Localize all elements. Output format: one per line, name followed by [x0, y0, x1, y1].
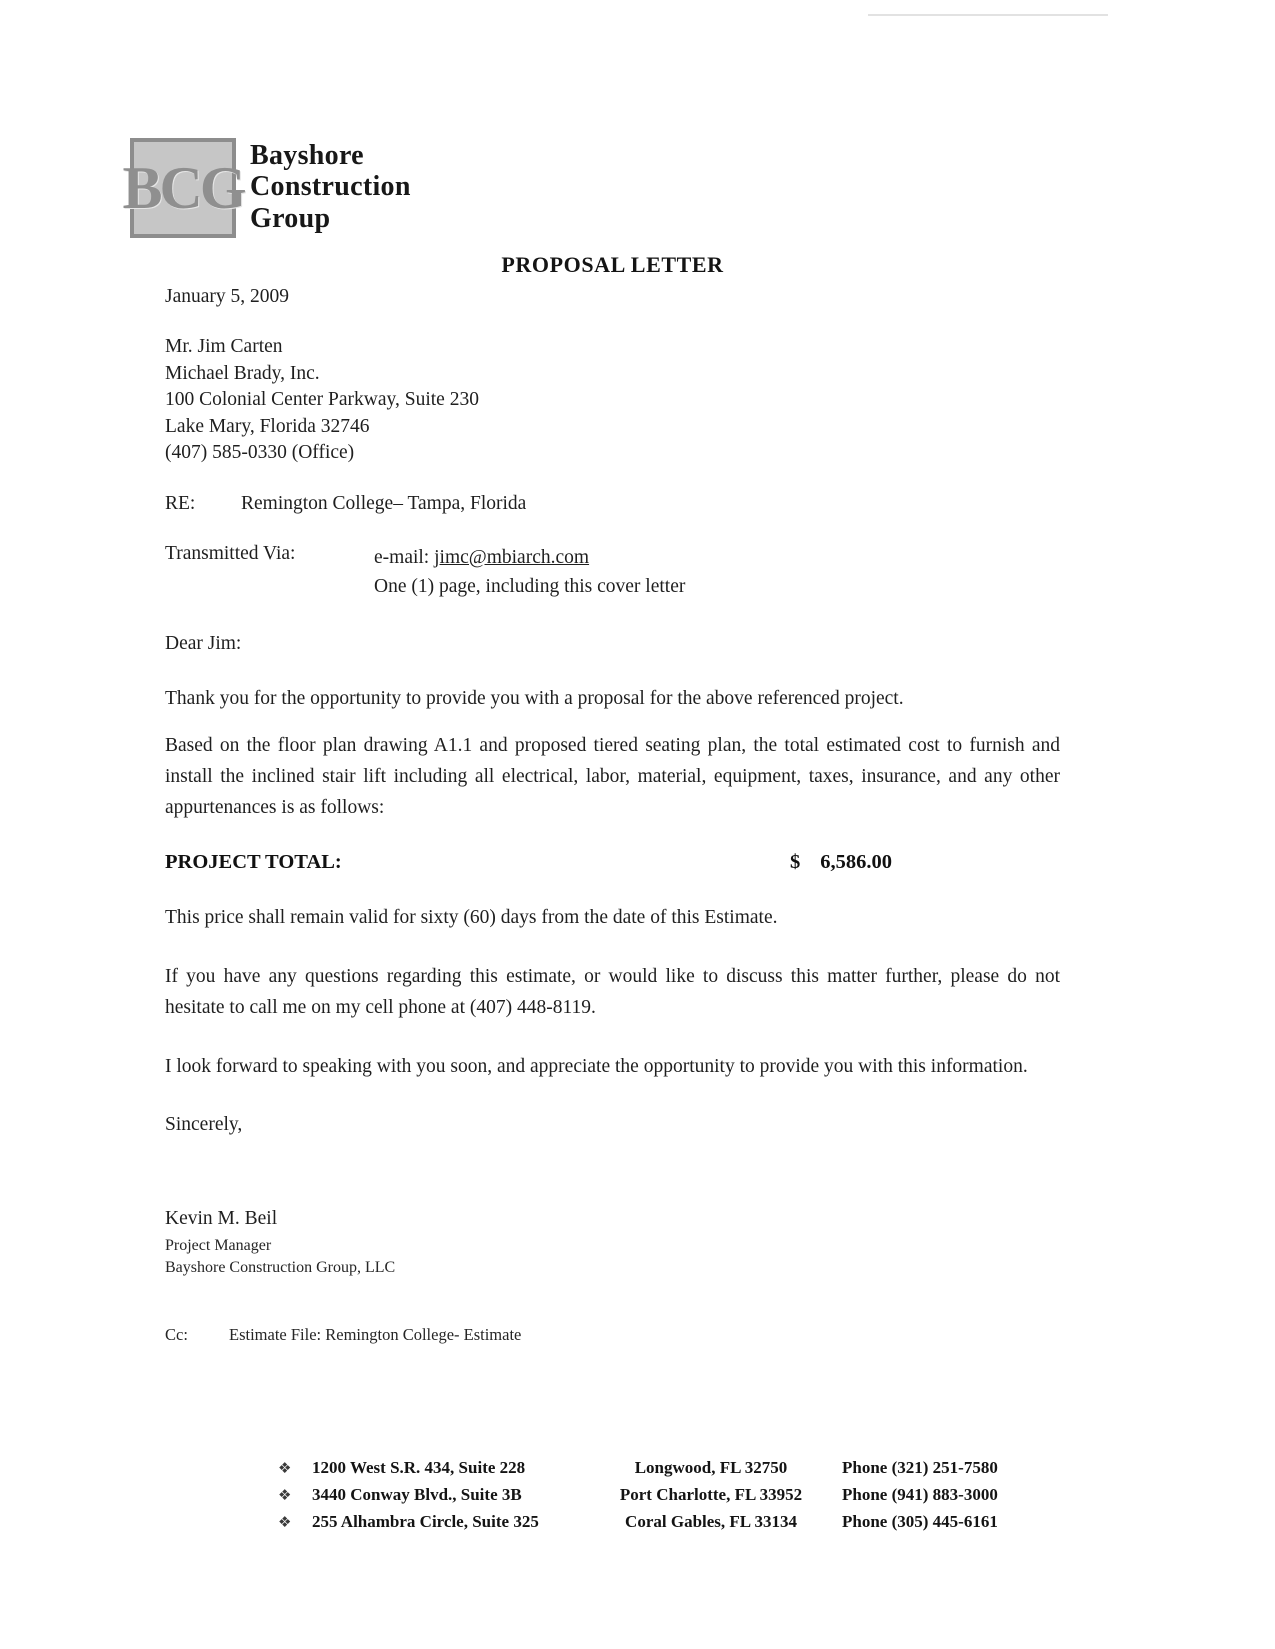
- re-label: RE:: [165, 492, 196, 514]
- footer-address: 1200 West S.R. 434, Suite 228: [312, 1458, 526, 1477]
- footer-phone: Phone (305) 445-6161: [842, 1512, 998, 1531]
- footer-address: 255 Alhambra Circle, Suite 325: [312, 1512, 539, 1531]
- project-total-row: [165, 851, 1060, 874]
- recipient-address: 100 Colonial Center Parkway, Suite 230: [165, 389, 479, 410]
- signature-job-title: Project Manager: [165, 1236, 272, 1254]
- cc-label: Cc:: [165, 1324, 188, 1344]
- footer-city: Coral Gables, FL 33134: [625, 1512, 797, 1531]
- footer-address: 3440 Conway Blvd., Suite 3B: [312, 1485, 522, 1504]
- footer-city: Port Charlotte, FL 33952: [619, 1485, 803, 1504]
- scan-artifact: [868, 14, 1108, 16]
- wordmark-line-3: Group: [250, 202, 331, 234]
- re-value: Remington College– Tampa, Florida: [241, 492, 527, 514]
- signature-block: [165, 1208, 1060, 1279]
- footer-addresses: [278, 1458, 998, 1532]
- transmitted-pages: One (1) page, including this cover letter: [374, 575, 686, 597]
- signature-name: Kevin M. Beil: [165, 1207, 278, 1229]
- footer-phone: Phone (321) 251-7580: [842, 1458, 998, 1477]
- recipient-phone: (407) 585-0330 (Office): [165, 442, 355, 463]
- transmitted-via-values: [374, 543, 685, 601]
- diamond-bullet-icon: ❖: [278, 1513, 292, 1531]
- project-total-label: PROJECT TOTAL:: [165, 850, 342, 873]
- company-wordmark: [250, 140, 411, 234]
- paragraph-thank-you: Thank you for the opportunity to provide you with a proposal for the above referenced project.: [165, 687, 904, 709]
- recipient-city: Lake Mary, Florida 32746: [165, 415, 370, 437]
- currency-symbol: $: [790, 850, 801, 873]
- footer-phone: Phone (941) 883-3000: [842, 1485, 998, 1504]
- wordmark-line-2: Construction: [250, 171, 411, 203]
- cc-line: [165, 1325, 1060, 1345]
- footer-city: Longwood, FL 32750: [634, 1458, 788, 1477]
- project-total-amount: [790, 851, 892, 874]
- date-line: January 5, 2009: [165, 286, 290, 307]
- paragraph-scope: Based on the floor plan drawing A1.1 and proposed tiered seating plan, the total estimated cost to furnish and install the inclined stair lift including all electrical, labor, material, equipment, taxes, insurance, and any other appurtenances is as follows:: [165, 734, 1060, 818]
- paragraph-validity: This price shall remain valid for sixty (60) days from the date of this Estimate.: [165, 906, 778, 928]
- amount-value: 6,586.00: [820, 850, 892, 873]
- wordmark-line-1: Bayshore: [250, 140, 364, 171]
- recipient-name: Mr. Jim Carten: [165, 336, 283, 357]
- recipient-block: [165, 334, 1060, 467]
- diamond-bullet-icon: ❖: [278, 1486, 292, 1504]
- letter-body: [0, 252, 1275, 1345]
- recipient-company: Michael Brady, Inc.: [165, 362, 320, 384]
- email-prefix: e-mail:: [374, 546, 435, 568]
- letter-title: PROPOSAL LETTER: [501, 252, 724, 277]
- transmitted-via-line: [165, 543, 1060, 601]
- re-line: [165, 493, 1060, 515]
- diamond-bullet-icon: ❖: [278, 1459, 292, 1477]
- salutation: Dear Jim:: [165, 632, 242, 654]
- paragraph-closing: I look forward to speaking with you soon, and appreciate the opportunity to provide you with this information.: [165, 1055, 1028, 1077]
- cc-value: Estimate File: Remington College- Estimate: [229, 1324, 522, 1344]
- bcg-logo-initials: BCG: [122, 155, 244, 221]
- email-link[interactable]: jimc@mbiarch.com: [434, 546, 590, 568]
- bcg-logo: [122, 138, 244, 238]
- signature-company: Bayshore Construction Group, LLC: [165, 1258, 396, 1276]
- transmitted-via-label: Transmitted Via:: [165, 542, 296, 564]
- letterhead: [122, 138, 1275, 238]
- paragraph-questions: If you have any questions regarding this estimate, or would like to discuss this matter further, please do not hesitate to call me on my cell phone at (407) 448-8119.: [165, 965, 1060, 1018]
- closing-salutation: Sincerely,: [165, 1113, 243, 1135]
